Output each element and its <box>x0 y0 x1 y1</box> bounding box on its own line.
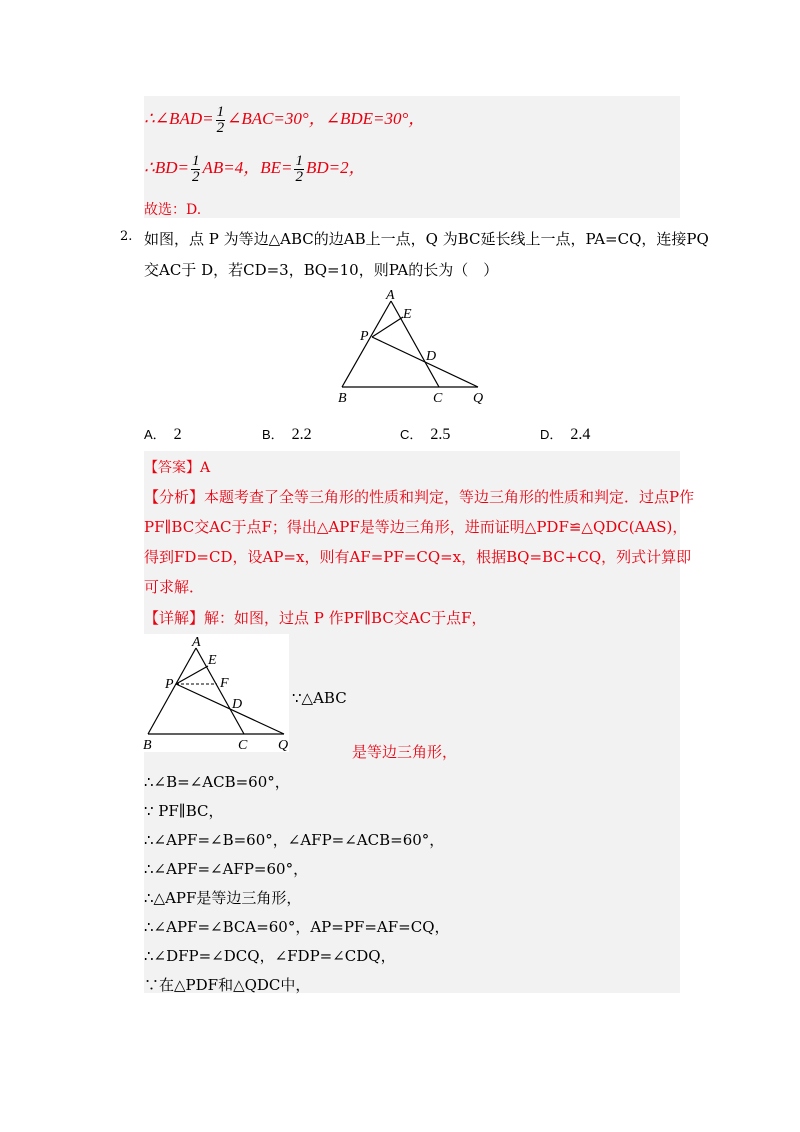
label-B: B <box>338 391 347 405</box>
step-7: ∴∠DFP=∠DCQ，∠FDP=∠CDQ， <box>144 947 396 965</box>
label-E: E <box>403 307 412 322</box>
prev-line-2: ∴BD= $\frac{1}{2}$ AB=4，BE= $\frac{1}{2}$ BD=2， <box>144 152 366 185</box>
option-a[interactable]: A． 2 <box>144 426 182 443</box>
label-D: D <box>426 349 437 364</box>
triangle-figure-2 <box>140 634 300 752</box>
question-line-1: 如图，点 P 为等边△ABC的边AB上一点，Q 为BC延长线上一点，PA=CQ，连接PQ <box>144 230 709 248</box>
label-C: C <box>433 391 443 405</box>
step-3: ∴∠APF=∠B=60°，∠AFP=∠ACB=60°， <box>144 831 445 849</box>
step-4: ∴∠APF=∠AFP=60°， <box>144 860 309 878</box>
answer-line: 【答案】A <box>144 460 211 476</box>
fig2-label-D: D <box>232 697 243 712</box>
analysis-line-4: 可求解． <box>144 578 205 596</box>
fig2-label-F: F <box>220 676 229 691</box>
step-2: ∵ PF∥BC， <box>144 802 224 820</box>
option-b[interactable]: B． 2.2 <box>262 426 312 443</box>
label-A: A <box>386 288 395 303</box>
question-number: 2. <box>120 229 133 244</box>
option-d[interactable]: D． 2.4 <box>540 426 591 443</box>
fig2-label-Q: Q <box>278 738 289 752</box>
question-line-2: 交AC于 D，若CD=3，BQ=10，则PA的长为（ ） <box>144 261 499 279</box>
detail-intro: 【详解】解：如图，过点 P 作PF∥BC交AC于点F， <box>144 609 487 627</box>
fig2-label-C: C <box>238 738 248 752</box>
fig2-label-P: P <box>165 677 174 692</box>
step-8: ∵在△PDF和△QDC中， <box>144 976 311 994</box>
analysis-line-1: 【分析】本题考查了全等三角形的性质和判定，等边三角形的性质和判定．过点P作 <box>144 488 695 506</box>
triangle-figure-1 <box>330 285 500 405</box>
fig2-label-A: A <box>192 635 201 650</box>
fig2-label-E: E <box>208 653 217 668</box>
step-6: ∴∠APF=∠BCA=60°，AP=PF=AF=CQ， <box>144 918 450 936</box>
step-1: ∴∠B=∠ACB=60°， <box>144 773 290 791</box>
since-abc: ∵△ABC <box>292 689 347 707</box>
prev-answer-choice: 故选：D. <box>144 202 202 218</box>
label-Q: Q <box>473 391 484 405</box>
option-c[interactable]: C． 2.5 <box>400 426 451 443</box>
is-equilateral: 是等边三角形， <box>352 743 458 761</box>
fig2-label-B: B <box>143 738 152 752</box>
analysis-line-3: 得到FD=CD，设AP=x，则有AF=PF=CQ=x，根据BQ=BC+CQ，列式计算即 <box>144 548 692 566</box>
analysis-line-2: PF∥BC交AC于点F；得出△APF是等边三角形，进而证明△PDF≌△QDC(AAS)， <box>144 518 688 536</box>
prev-line-1: ∴∠BAD= $\frac{1}{2}$ ∠BAC=30°，∠BDE=30°， <box>144 103 426 136</box>
label-P: P <box>360 329 369 344</box>
step-5: ∴△APF是等边三角形， <box>144 889 302 907</box>
